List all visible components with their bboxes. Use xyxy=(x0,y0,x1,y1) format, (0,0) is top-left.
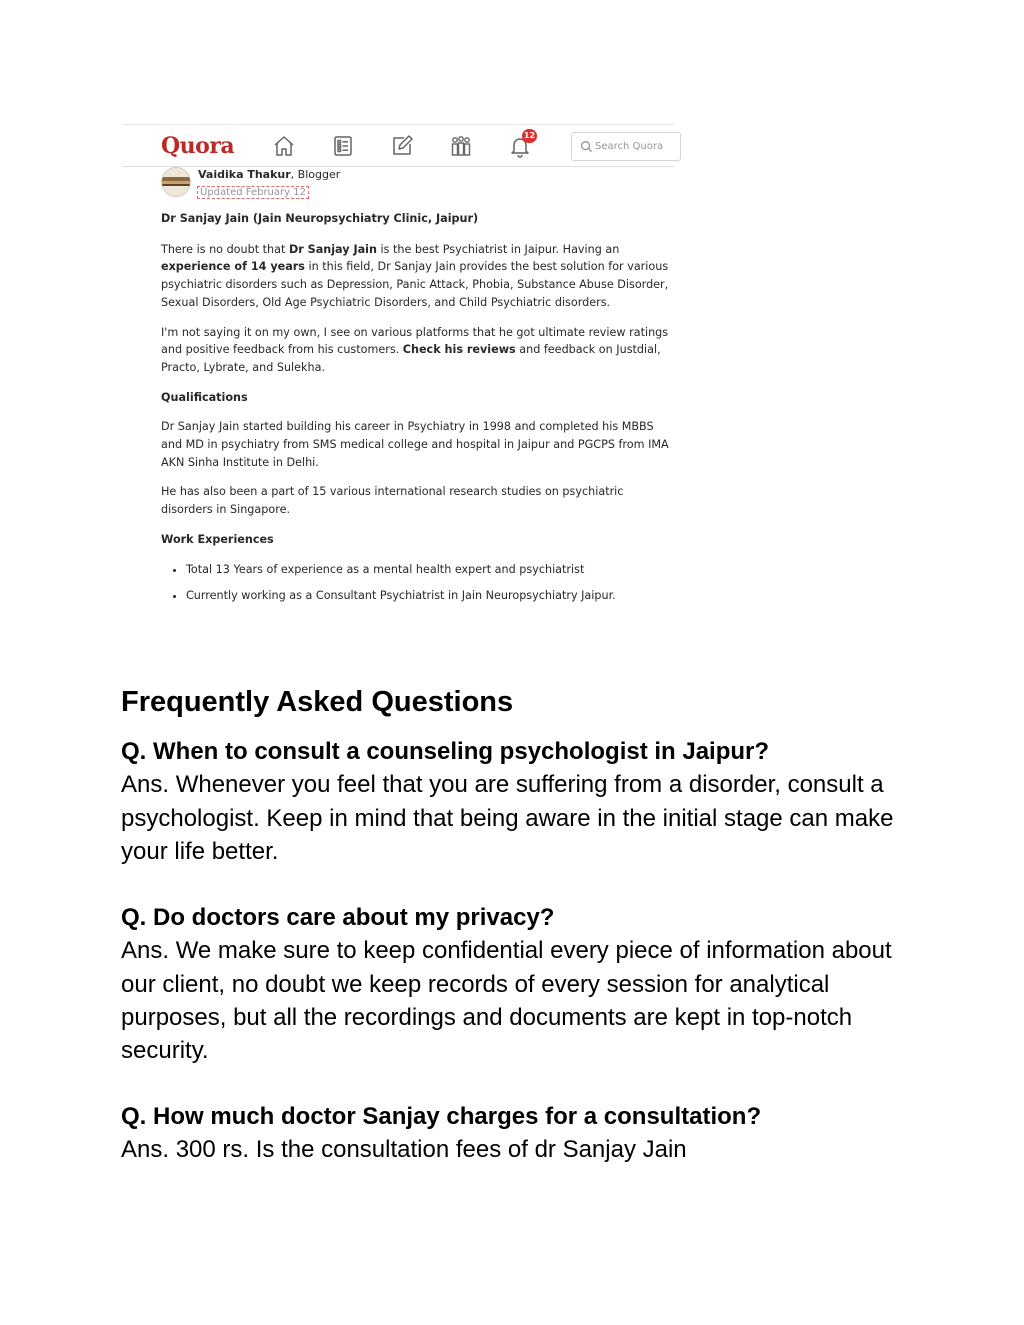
faq-answer: Ans. We make sure to keep confidential every piece of information about our client, no doubt we keep records of every session for analytical purposes, but all the recordings and documents are kept in top-notch security. xyxy=(121,937,892,1065)
faq-item xyxy=(121,901,911,1067)
qualifications-heading: Qualifications xyxy=(161,390,248,404)
bold-text: experience of 14 years xyxy=(161,260,305,274)
answer-paragraph xyxy=(161,241,673,312)
text-run: There is no doubt that xyxy=(161,242,289,256)
bold-text: Dr Sanjay Jain xyxy=(288,242,377,256)
quora-logo[interactable]: Quora xyxy=(161,133,235,159)
quora-screenshot xyxy=(122,124,674,624)
text-run: I'm not saying it on my own, I see on various platforms that he got ultimate review ratings and positive feedback from his customers. xyxy=(161,325,669,357)
avatar[interactable] xyxy=(161,167,191,197)
work-list xyxy=(161,561,673,605)
answer-paragraph: Dr Sanjay Jain started building his career in Psychiatry in 1998 and completed his MBBS and MD in psychiatry from SMS medical college and hospital in Jaipur and PGCPS from IMA AKN Sinha Institute in Delhi. xyxy=(161,420,669,469)
list-item: • Currently working as a Consultant Psychiatrist in Jain Neuropsychiatry Jaipur. xyxy=(186,587,673,605)
faq-question: Q. How much doctor Sanjay charges for a consultation? xyxy=(121,1103,762,1130)
search-input[interactable] xyxy=(595,138,675,155)
list-item: • Total 13 Years of experience as a mental health expert and psychiatrist xyxy=(186,561,673,579)
spaces-icon[interactable] xyxy=(449,134,473,158)
home-icon[interactable] xyxy=(272,134,296,158)
search-box[interactable] xyxy=(571,132,681,161)
faq-question: Q. Do doctors care about my privacy? xyxy=(121,904,555,931)
answer-icon[interactable] xyxy=(390,134,414,158)
faq-item xyxy=(121,1100,911,1167)
work-experiences-heading: Work Experiences xyxy=(161,532,274,546)
answer-paragraph: He has also been a part of 15 various international research studies on psychiatric disorders in Singapore. xyxy=(161,485,624,517)
notification-badge: 12 xyxy=(522,129,537,143)
faq-item xyxy=(121,735,911,868)
text-run: in this field, Dr Sanjay Jain provides the best solution for various psychiatric disorders such as Depression, Panic Attack, Phobia, Substance Abuse Disorder, Sexual Disorders, Old Age Psychiatric Disorders, and Child Psychiatric disorders. xyxy=(161,260,669,309)
search-icon xyxy=(580,140,593,153)
text-run: and feedback on Justdial, Practo, Lybrate, and Sulekha. xyxy=(161,343,661,374)
faq-answer: Ans. 300 rs. Is the consultation fees of dr Sanjay Jain xyxy=(121,1136,687,1164)
answer-title: Dr Sanjay Jain (Jain Neuropsychiatry Clinic, Jaipur) xyxy=(161,212,479,225)
faq-answer: Ans. Whenever you feel that you are suffering from a disorder, consult a psychologist. Keep in mind that being aware in the initial stage can make your life better. xyxy=(121,771,894,865)
updated-date[interactable]: Updated February 12 xyxy=(197,186,309,199)
following-icon[interactable] xyxy=(331,134,355,158)
faq-title: Frequently Asked Questions xyxy=(121,686,514,718)
author-role: , Blogger xyxy=(290,168,341,181)
text-run: is the best Psychiatrist in Jaipur. Having an xyxy=(376,242,620,256)
quora-header xyxy=(122,124,674,167)
author-name[interactable]: Vaidika Thakur xyxy=(198,168,291,181)
answer-content xyxy=(161,210,673,605)
bold-text: Check his reviews xyxy=(402,343,516,357)
answer-paragraph xyxy=(161,324,673,377)
faq-question: Q. When to consult a counseling psychologist in Jaipur? xyxy=(121,738,770,765)
author-line xyxy=(198,168,340,181)
